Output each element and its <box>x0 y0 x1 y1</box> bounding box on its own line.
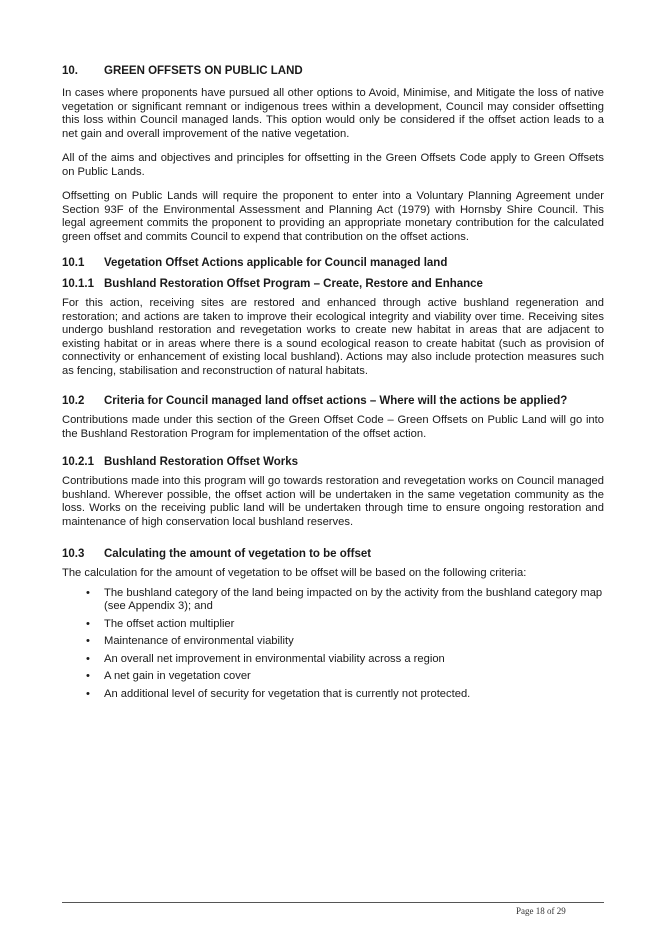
paragraph: In cases where proponents have pursued all other options to Avoid, Minimise, and Mitigate the loss of native vegetation or significant remnant or indigenous trees within a development, Council may consider offsetting this loss within Council managed lands. This option would only be considered if the offset action leads to a net gain and overall improvement of the native vegetation. <box>62 87 604 140</box>
paragraph: All of the aims and objectives and principles for offsetting in the Green Offsets Code apply to Green Offsets on Public Lands. <box>62 152 604 178</box>
bullet-icon: • <box>86 586 90 599</box>
bullet-icon: • <box>86 670 90 682</box>
section-title: GREEN OFFSETS ON PUBLIC LAND <box>104 65 303 77</box>
list-item-text: An additional level of security for vegetation that is currently not protected. <box>104 687 471 700</box>
section-number: 10.2 <box>62 395 85 407</box>
page-number: Page 18 of 29 <box>516 906 566 916</box>
section-title: Criteria for Council managed land offset actions – Where will the actions be applied? <box>104 395 568 407</box>
list-item-text: An overall net improvement in environmental viability across a region <box>104 652 445 665</box>
list-item <box>62 587 604 614</box>
paragraph: For this action, receiving sites are restored and enhanced through active bushland regeneration and restoration; and actions are taken to improve their ecological integrity and viability over time. Receiving sites undergo bushland restoration and revegetation works to create new habitat in areas that are adjacent to existing habitat or in areas where there is a sound ecological reason to create habitat (such as provision of connectivity or enhancement of existing local bushland). Actions may also include protection measures such as fencing, stabilisation and reconstruction of natural habitats. <box>62 297 604 377</box>
list-item-text: Maintenance of environmental viability <box>104 635 294 647</box>
section-10 <box>62 64 604 244</box>
section-heading-10-3 <box>62 547 604 562</box>
bullet-icon: • <box>86 635 90 647</box>
section-number: 10.2.1 <box>62 456 94 468</box>
section-number: 10.1.1 <box>62 278 94 290</box>
criteria-list <box>62 587 604 702</box>
bullet-icon: • <box>86 652 90 665</box>
list-item <box>62 653 604 667</box>
list-item <box>62 635 604 649</box>
list-item <box>62 618 604 632</box>
footer-divider <box>62 902 604 903</box>
bullet-icon: • <box>86 617 90 630</box>
section-number: 10.3 <box>62 548 85 560</box>
paragraph: The calculation for the amount of vegetation to be offset will be based on the following criteria: <box>62 567 527 579</box>
list-item-text: A net gain in vegetation cover <box>104 670 251 682</box>
bullet-icon: • <box>86 687 90 700</box>
section-title: Calculating the amount of vegetation to be offset <box>104 548 372 560</box>
section-title: Bushland Restoration Offset Program – Create, Restore and Enhance <box>104 278 483 290</box>
list-item <box>62 688 604 702</box>
list-item-text: The offset action multiplier <box>104 617 235 630</box>
section-heading-10 <box>62 64 604 79</box>
section-title: Bushland Restoration Offset Works <box>104 456 299 468</box>
section-heading-10-2-1 <box>62 455 604 470</box>
list-item <box>62 670 604 684</box>
section-heading-10-1-1 <box>62 277 604 292</box>
paragraph: Offsetting on Public Lands will require the proponent to enter into a Voluntary Planning Agreement under Section 93F of the Environmental Assessment and Planning Act (1979) with Hornsby Shire Council. This legal agreement commits the proponent to providing an appropriate monetary contribution for the calculated green offset and commits Council to expend that contribution on the offset actions. <box>62 190 604 243</box>
section-heading-10-2 <box>62 394 604 409</box>
section-title: Vegetation Offset Actions applicable for Council managed land <box>104 257 448 269</box>
document-page <box>62 64 604 705</box>
list-item-text: The bushland category of the land being impacted on by the activity from the bushland category map (see Appendix 3); and <box>104 586 603 612</box>
paragraph: Contributions made under this section of the Green Offset Code – Green Offsets on Public Land will go into the Bushland Restoration Program for implementation of the offset action. <box>62 414 604 440</box>
section-number: 10.1 <box>62 257 85 269</box>
section-heading-10-1 <box>62 256 604 271</box>
section-number: 10. <box>62 65 78 77</box>
paragraph: Contributions made into this program will go towards restoration and revegetation works on Council managed bushland. Wherever possible, the offset action will be undertaken in the same vegetation community as the loss. Works on the receiving public land will be undertaken through time to ensure ongoing restoration and maintenance of high conservation local bushland reserves. <box>62 475 604 528</box>
